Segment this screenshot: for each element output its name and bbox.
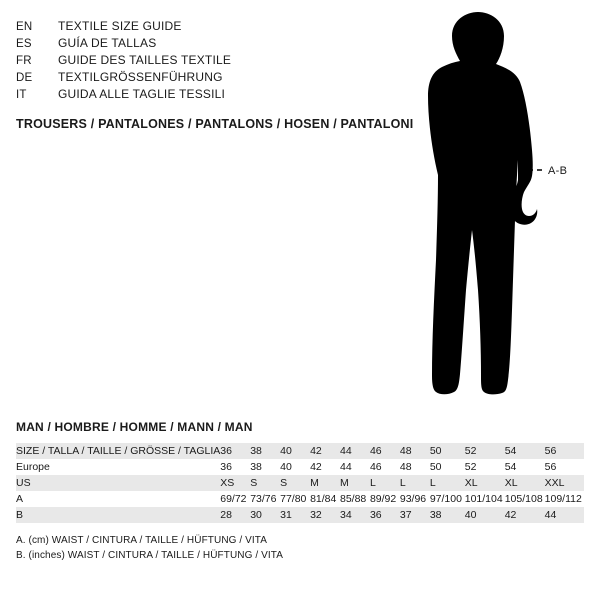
- cell: 36: [220, 443, 250, 459]
- language-title: TEXTILE SIZE GUIDE: [58, 19, 182, 33]
- cell: 44: [545, 507, 584, 523]
- cell: 34: [340, 507, 370, 523]
- cell: 42: [505, 507, 545, 523]
- cell: XL: [505, 475, 545, 491]
- cell: 36: [370, 507, 400, 523]
- row-label: A: [16, 491, 220, 507]
- cell: 48: [400, 459, 430, 475]
- product-title: TROUSERS / PANTALONES / PANTALONS / HOSEN / PANTALONI: [16, 117, 414, 131]
- cell: 93/96: [400, 491, 430, 507]
- table-row: [16, 443, 584, 459]
- cell: 40: [280, 459, 310, 475]
- cell: L: [370, 475, 400, 491]
- footnote-a: A. (cm) WAIST / CINTURA / TAILLE / HÜFTUNG / VITA: [16, 535, 268, 546]
- cell: 38: [250, 459, 280, 475]
- cell: M: [340, 475, 370, 491]
- cell: 44: [340, 443, 370, 459]
- cell: 32: [310, 507, 340, 523]
- cell: 30: [250, 507, 280, 523]
- cell: 48: [400, 443, 430, 459]
- table-row: [16, 491, 584, 507]
- cell: 44: [340, 459, 370, 475]
- cell: L: [430, 475, 465, 491]
- cell: 97/100: [430, 491, 465, 507]
- man-silhouette-figure: [390, 10, 590, 410]
- row-label: Europe: [16, 459, 220, 475]
- cell: 28: [220, 507, 250, 523]
- cell: 77/80: [280, 491, 310, 507]
- cell: 109/112: [545, 491, 584, 507]
- cell: 42: [310, 443, 340, 459]
- cell: M: [310, 475, 340, 491]
- cell: 52: [465, 443, 505, 459]
- cell: 37: [400, 507, 430, 523]
- cell: 42: [310, 459, 340, 475]
- row-label: US: [16, 475, 220, 491]
- table-row: [16, 459, 584, 475]
- cell: 38: [430, 507, 465, 523]
- cell: 46: [370, 459, 400, 475]
- language-code: IT: [16, 89, 27, 101]
- row-label: SIZE / TALLA / TAILLE / GRÖSSE / TAGLIA: [16, 445, 221, 457]
- cell: 36: [220, 459, 250, 475]
- cell: XS: [220, 475, 250, 491]
- table-heading: MAN / HOMBRE / HOMME / MANN / MAN: [16, 420, 253, 434]
- cell: 46: [370, 443, 400, 459]
- footnotes: [16, 533, 584, 563]
- cell: 52: [465, 459, 505, 475]
- cell: 69/72: [220, 491, 250, 507]
- cell: 101/104: [464, 493, 503, 505]
- cell: 38: [250, 443, 280, 459]
- cell: L: [400, 475, 430, 491]
- row-label: B: [16, 507, 220, 523]
- cell: 89/92: [370, 491, 400, 507]
- size-table-section: [16, 420, 584, 563]
- footnote-b: B. (inches) WAIST / CINTURA / TAILLE / HÜFTUNG / VITA: [16, 550, 284, 561]
- table-row: [16, 475, 584, 491]
- cell: 85/88: [340, 491, 370, 507]
- measure-label-ab: A-B: [548, 165, 568, 177]
- language-title: TEXTILGRÖSSENFÜHRUNG: [58, 70, 223, 84]
- cell: 50: [430, 443, 465, 459]
- cell: 31: [280, 507, 310, 523]
- silhouette-icon: [390, 10, 590, 410]
- cell: XXL: [545, 475, 584, 491]
- cell: 81/84: [310, 491, 340, 507]
- language-code: FR: [16, 55, 32, 67]
- cell: 40: [465, 507, 505, 523]
- language-code: ES: [16, 38, 32, 50]
- language-code: EN: [16, 21, 33, 33]
- cell: XL: [465, 475, 505, 491]
- cell: 40: [280, 443, 310, 459]
- cell: 54: [505, 443, 545, 459]
- size-table: [16, 443, 584, 523]
- cell: 54: [505, 459, 545, 475]
- cell: 73/76: [250, 491, 280, 507]
- cell: S: [280, 475, 310, 491]
- cell: 56: [545, 459, 584, 475]
- language-title: GUIDA ALLE TAGLIE TESSILI: [58, 87, 226, 101]
- language-title: GUÍA DE TALLAS: [58, 36, 157, 50]
- cell: 105/108: [504, 493, 543, 505]
- cell: 56: [545, 443, 584, 459]
- cell: 50: [430, 459, 465, 475]
- language-code: DE: [16, 72, 33, 84]
- table-row: [16, 507, 584, 523]
- language-title: GUIDE DES TAILLES TEXTILE: [58, 53, 232, 67]
- cell: S: [250, 475, 280, 491]
